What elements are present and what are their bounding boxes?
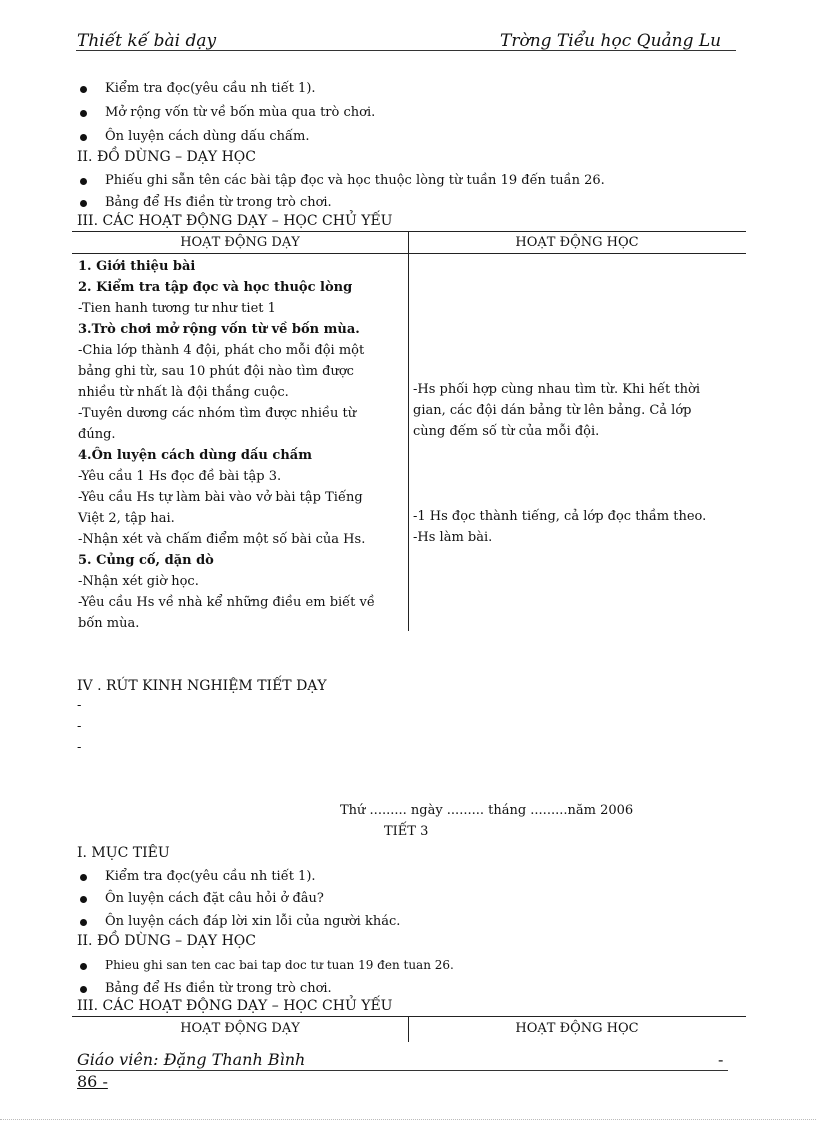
lesson-title: TIẾT 3 — [384, 824, 429, 839]
col-head-learn: HOẠT ĐỘNG HỌC — [515, 235, 639, 250]
table-column-divider — [408, 231, 409, 631]
teach-line: 5. Củng cố, dặn dò — [78, 553, 214, 568]
teach-line: -Chia lớp thành 4 đội, phát cho mỗi đội một — [78, 343, 365, 358]
bullet-icon — [80, 134, 87, 141]
review-line: - — [77, 719, 82, 734]
goal-item: Ôn luyện cách đặt câu hỏi ở đâu? — [105, 891, 324, 906]
teach-line: Việt 2, tập hai. — [78, 511, 175, 526]
page-number: 86 - — [77, 1072, 108, 1091]
review-title: IV . RÚT KINH NGHIỆM TIẾT DẠY — [77, 678, 327, 694]
table-head-rule — [72, 253, 746, 254]
col-head-learn: HOẠT ĐỘNG HỌC — [515, 1021, 639, 1036]
learn-line: -1 Hs đọc thành tiếng, cả lớp đọc thầm theo. — [413, 509, 707, 524]
bullet-icon — [80, 86, 87, 93]
goal-item: Mở rộng vốn từ về bốn mùa qua trò chơi. — [105, 105, 376, 120]
goals-title: I. MỤC TIÊU — [77, 845, 170, 861]
footer-teacher: Giáo viên: Đặng Thanh Bình — [77, 1050, 306, 1069]
goal-item: Ôn luyện cách dùng dấu chấm. — [105, 129, 310, 144]
date-line: Thứ ......... ngày ......... tháng .........năm 2006 — [340, 803, 634, 818]
teach-line: -Tien hanh tương tư như tiet 1 — [78, 301, 276, 316]
header-right: Trờng Tiểu học Quảng Lu — [500, 31, 722, 51]
review-line: - — [77, 740, 82, 755]
teach-line: bốn mùa. — [78, 616, 140, 631]
bullet-icon — [80, 896, 87, 903]
bullet-icon — [80, 110, 87, 117]
learn-line: gian, các đội dán bảng từ lên bảng. Cả lớp — [413, 403, 692, 418]
learn-line: cùng đếm số từ của mỗi đội. — [413, 424, 600, 439]
goal-item: Kiểm tra đọc(yêu cầu nh tiết 1). — [105, 81, 316, 96]
learn-line: -Hs làm bài. — [413, 530, 493, 545]
activities-title: III. CÁC HOẠT ĐỘNG DẠY – HỌC CHỦ YẾU — [77, 213, 393, 229]
teach-line: 2. Kiểm tra tập đọc và học thuộc lòng — [78, 280, 353, 295]
teach-line: 4.Ôn luyện cách dùng dấu chấm — [78, 448, 312, 463]
teach-line: -Yêu cầu Hs tự làm bài vào vở bài tập Tiếng — [78, 490, 363, 505]
bullet-icon — [80, 919, 87, 926]
table-top-rule — [72, 1016, 746, 1017]
bullet-icon — [80, 874, 87, 881]
bullet-icon — [80, 200, 87, 207]
teach-line: -Tuyên dương các nhóm tìm được nhiều từ — [78, 406, 357, 421]
material-item: Bảng để Hs điền từ trong trò chơi. — [105, 195, 332, 210]
material-item: Phiếu ghi sẵn tên các bài tập đọc và học thuộc lòng từ tuần 19 đến tuần 26. — [105, 173, 605, 188]
header-left: Thiết kế bài dạy — [77, 31, 217, 51]
teach-line: đúng. — [78, 427, 116, 442]
teach-line: -Yêu cầu Hs về nhà kể những điều em biết về — [78, 595, 375, 610]
teach-line: -Nhận xét giờ học. — [78, 574, 199, 589]
col-head-teach: HOẠT ĐỘNG DẠY — [180, 235, 300, 250]
teach-line: bảng ghi từ, sau 10 phút đội nào tìm được — [78, 364, 354, 379]
material-item: Phieu ghi san ten cac bai tap doc tư tuan 19 đen tuan 26. — [105, 958, 454, 972]
header-rule — [76, 50, 736, 51]
footer-dash: - — [718, 1050, 724, 1069]
bullet-icon — [80, 963, 87, 970]
material-item: Bảng để Hs điền từ trong trò chơi. — [105, 981, 332, 996]
activities-title: III. CÁC HOẠT ĐỘNG DẠY – HỌC CHỦ YẾU — [77, 998, 393, 1014]
learn-line: -Hs phối hợp cùng nhau tìm từ. Khi hết thời — [413, 382, 700, 397]
teach-line: -Nhận xét và chấm điểm một số bài của Hs. — [78, 532, 366, 547]
teach-line: 1. Giới thiệu bài — [78, 259, 196, 274]
materials-title: II. ĐỒ DÙNG – DẠY HỌC — [77, 149, 256, 165]
materials-title: II. ĐỒ DÙNG – DẠY HỌC — [77, 933, 256, 949]
table-top-rule — [72, 231, 746, 232]
page-edge — [0, 1119, 816, 1120]
bullet-icon — [80, 986, 87, 993]
goal-item: Kiểm tra đọc(yêu cầu nh tiết 1). — [105, 869, 316, 884]
footer-rule — [76, 1070, 728, 1071]
teach-line: nhiều từ nhất là đội thắng cuộc. — [78, 385, 289, 400]
goal-item: Ôn luyện cách đáp lời xin lỗi của người khác. — [105, 914, 401, 929]
bullet-icon — [80, 178, 87, 185]
review-line: - — [77, 698, 82, 713]
teach-line: 3.Trò chơi mở rộng vốn từ về bốn mùa. — [78, 322, 360, 337]
col-head-teach: HOẠT ĐỘNG DẠY — [180, 1021, 300, 1036]
teach-line: -Yêu cầu 1 Hs đọc đề bài tập 3. — [78, 469, 282, 484]
